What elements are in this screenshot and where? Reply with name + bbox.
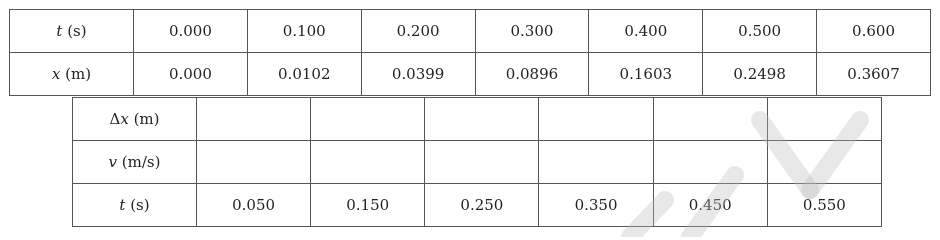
- blank-answer-cell[interactable]: [653, 98, 767, 141]
- unit-label: (m/s): [117, 153, 161, 171]
- table-row: [73, 98, 882, 141]
- velocity-worksheet-table: [72, 97, 882, 227]
- table-cell: 0.350: [539, 184, 653, 227]
- table-cell: 0.150: [311, 184, 425, 227]
- blank-answer-cell[interactable]: [425, 98, 539, 141]
- variable-symbol: t: [119, 196, 126, 214]
- unit-label: (m): [60, 65, 92, 83]
- table-cell: 0.000: [134, 53, 248, 96]
- table-cell: 0.250: [425, 184, 539, 227]
- position-time-table: [9, 9, 931, 96]
- table-cell: 0.450: [653, 184, 767, 227]
- row-label-midpoint-time: [73, 184, 197, 227]
- blank-answer-cell[interactable]: [311, 141, 425, 184]
- table-cell: 0.600: [817, 10, 931, 53]
- blank-answer-cell[interactable]: [539, 98, 653, 141]
- table-cell: 0.2498: [703, 53, 817, 96]
- table-cell: 0.0399: [361, 53, 475, 96]
- variable-symbol: x: [120, 110, 129, 128]
- table-row: [73, 141, 882, 184]
- unit-label: (m): [128, 110, 160, 128]
- table-row: [10, 53, 931, 96]
- table-cell: 0.400: [589, 10, 703, 53]
- variable-symbol: v: [108, 153, 118, 171]
- table-cell: 0.200: [361, 10, 475, 53]
- blank-answer-cell[interactable]: [197, 98, 311, 141]
- table-cell: 0.550: [767, 184, 881, 227]
- table-cell: 0.100: [247, 10, 361, 53]
- table-row: [10, 10, 931, 53]
- blank-answer-cell[interactable]: [197, 141, 311, 184]
- row-label-position: [10, 53, 134, 96]
- blank-answer-cell[interactable]: [539, 141, 653, 184]
- blank-answer-cell[interactable]: [767, 98, 881, 141]
- unit-label: (s): [125, 196, 150, 214]
- row-label-velocity: [73, 141, 197, 184]
- table-cell: 0.000: [134, 10, 248, 53]
- blank-answer-cell[interactable]: [425, 141, 539, 184]
- blank-answer-cell[interactable]: [767, 141, 881, 184]
- variable-symbol: x: [51, 65, 61, 83]
- blank-answer-cell[interactable]: [653, 141, 767, 184]
- blank-answer-cell[interactable]: [311, 98, 425, 141]
- table-cell: 0.300: [475, 10, 589, 53]
- table-cell: 0.1603: [589, 53, 703, 96]
- unit-label: (s): [62, 22, 87, 40]
- table-cell: 0.500: [703, 10, 817, 53]
- table-cell: 0.3607: [817, 53, 931, 96]
- variable-symbol: t: [56, 22, 63, 40]
- table-cell: 0.0896: [475, 53, 589, 96]
- delta-symbol: Δ: [109, 110, 121, 128]
- row-label-displacement: [73, 98, 197, 141]
- table-cell: 0.050: [197, 184, 311, 227]
- table-cell: 0.0102: [247, 53, 361, 96]
- table-row: [73, 184, 882, 227]
- row-label-time: [10, 10, 134, 53]
